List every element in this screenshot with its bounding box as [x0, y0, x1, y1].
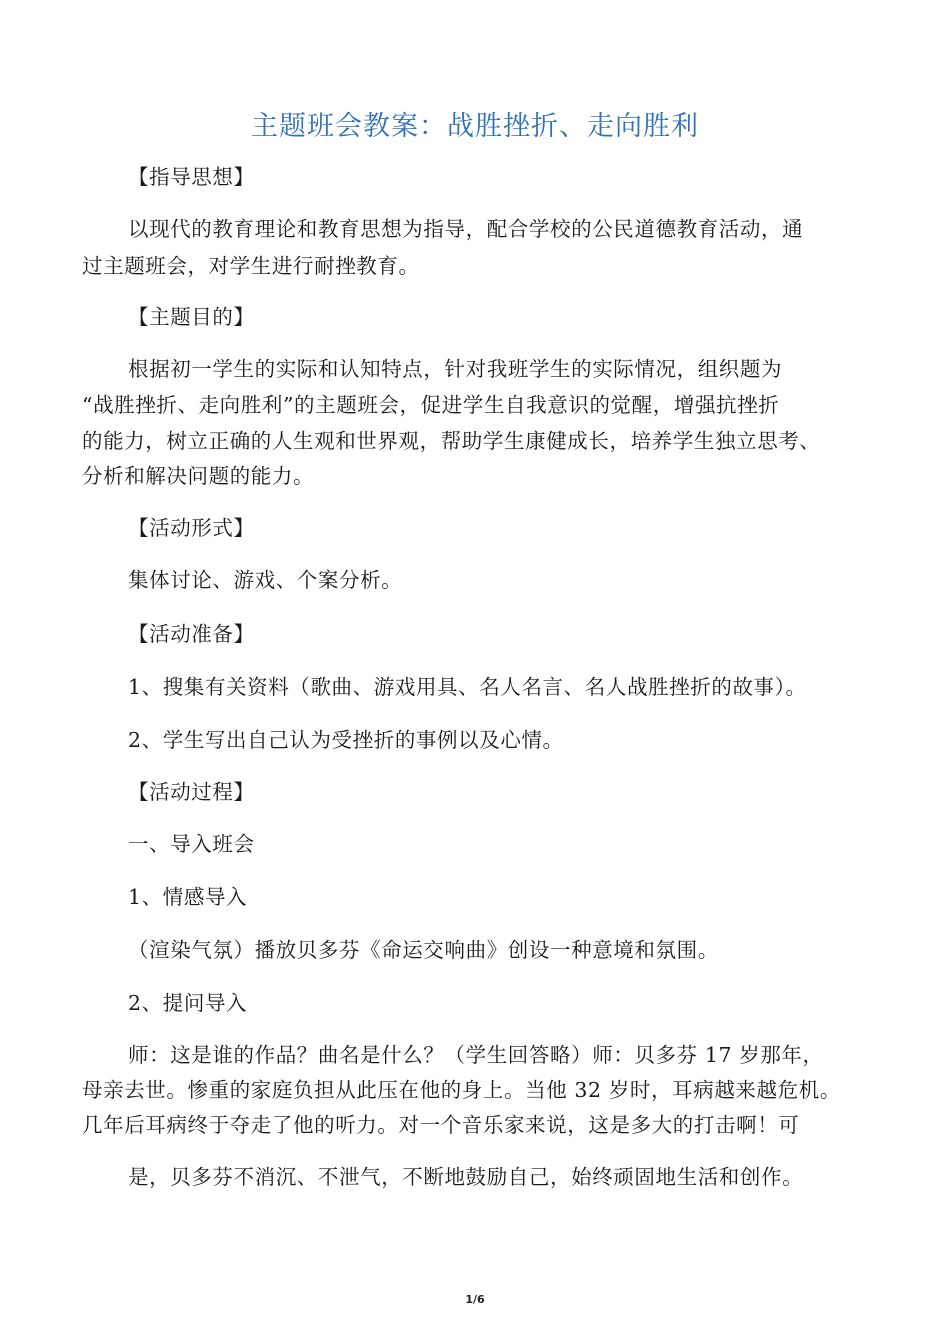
section-heading-activity-process: 【活动过程】	[128, 780, 255, 804]
paragraph-line: 以现代的教育理论和教育思想为指导，配合学校的公民道德教育活动，通	[128, 217, 804, 241]
subheading: 一、导入班会	[128, 832, 255, 856]
paragraph-line: 母亲去世。惨重的家庭负担从此压在他的身上。当他 32 岁时，耳病越来越危机。	[82, 1078, 841, 1102]
paragraph-line: 的能力，树立正确的人生观和世界观，帮助学生康健成长，培养学生独立思考、	[82, 429, 821, 453]
paragraph-line: 集体讨论、游戏、个案分析。	[128, 568, 403, 592]
section-heading-theme-purpose: 【主题目的】	[128, 305, 255, 329]
paragraph-line: 过主题班会，对学生进行耐挫教育。	[82, 254, 420, 278]
page-number: 1/6	[465, 1293, 485, 1306]
list-item: 1、情感导入	[128, 885, 248, 909]
paragraph-line: “战胜挫折、走向胜利”的主题班会，促进学生自我意识的觉醒，增强抗挫折	[82, 393, 780, 417]
section-heading-activity-prep: 【活动准备】	[128, 622, 255, 646]
section-heading-activity-form: 【活动形式】	[128, 516, 255, 540]
list-item: 1、搜集有关资料（歌曲、游戏用具、名人名言、名人战胜挫折的故事）。	[128, 675, 807, 699]
paragraph-line: 师：这是谁的作品？曲名是什么？（学生回答略）师：贝多芬 17 岁那年，	[128, 1043, 824, 1067]
paragraph-line: （渲染气氛）播放贝多芬《命运交响曲》创设一种意境和氛围。	[128, 938, 719, 962]
list-item: 2、学生写出自己认为受挫折的事例以及心情。	[128, 728, 564, 752]
section-heading-guiding-thought: 【指导思想】	[128, 165, 255, 189]
list-item: 2、提问导入	[128, 991, 248, 1015]
paragraph-line: 是，贝多芬不消沉、不泄气，不断地鼓励自己，始终顽固地生活和创作。	[128, 1165, 804, 1189]
paragraph-line: 几年后耳病终于夺走了他的听力。对一个音乐家来说，这是多大的打击啊！可	[82, 1113, 800, 1137]
paragraph-line: 分析和解决问题的能力。	[82, 464, 315, 488]
document-title: 主题班会教案：战胜挫折、走向胜利	[251, 111, 699, 142]
paragraph-line: 根据初一学生的实际和认知特点，针对我班学生的实际情况，组织题为	[128, 357, 783, 381]
